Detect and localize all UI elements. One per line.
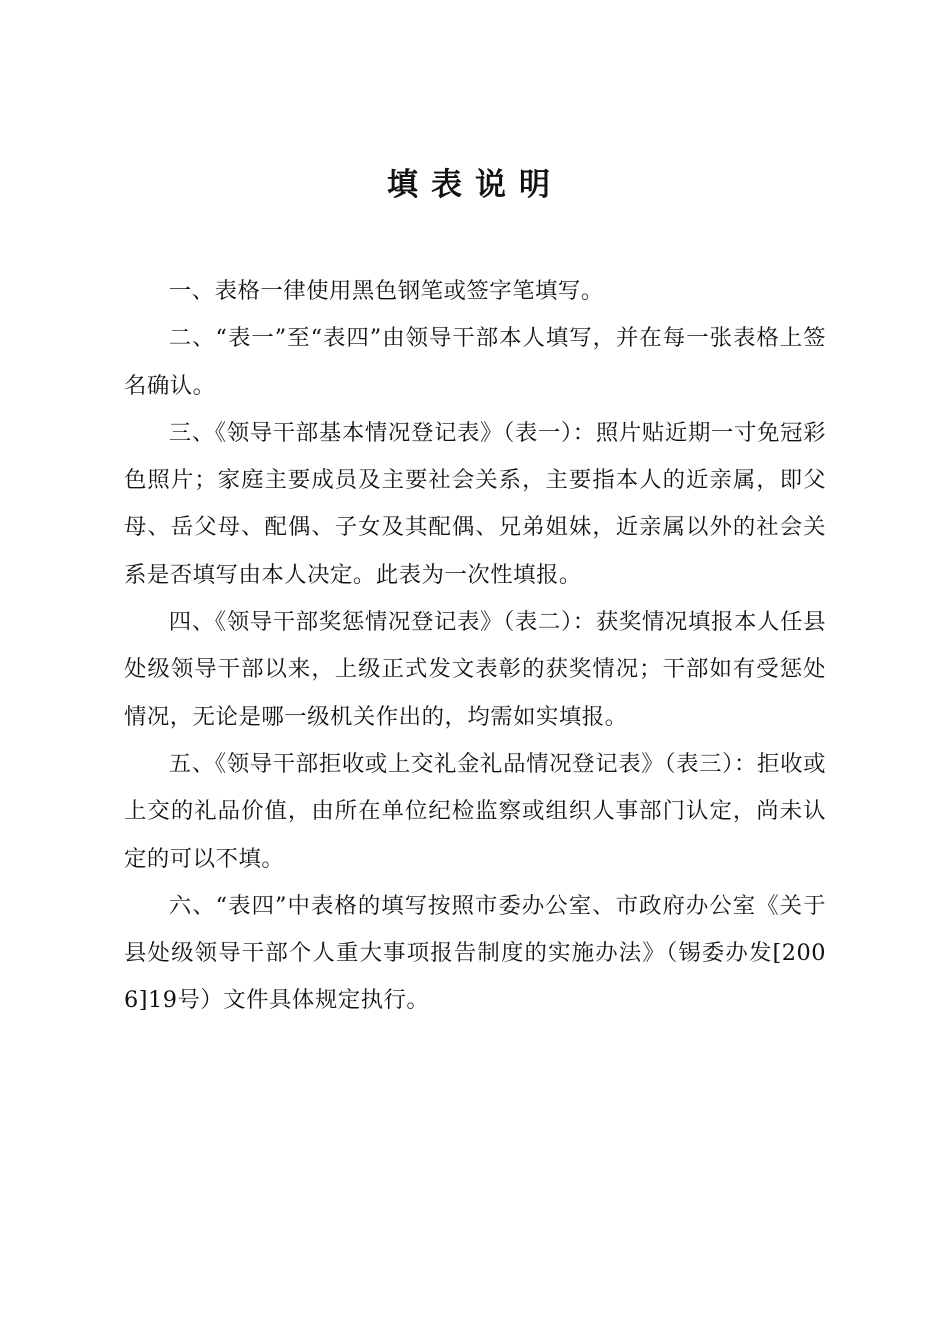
- document-title: 填表说明: [387, 167, 563, 203]
- instruction-item-1: 一、表格一律使用黑色钢笔或签字笔填写。: [168, 278, 604, 304]
- instruction-item-3: 三、《领导干部基本情况登记表》（表一）：照片贴近期一寸免冠彩色照片；家庭主要成员及主要社会关系，主要指本人的近亲属，即父母、岳父母、配偶、子女及其配偶、兄弟姐妹，近亲属以外的社会关系是否填写由本人决定。此表为一次性填报。: [124, 419, 826, 588]
- instruction-item-6: 六、“表四”中表格的填写按照市委办公室、市政府办公室《关于县处级领导干部个人重大事项报告制度的实施办法》（锡委办发[2006]19号）文件具体规定执行。: [124, 892, 826, 1014]
- instruction-item-4: 四、《领导干部奖惩情况登记表》（表二）：获奖情况填报本人任县处级领导干部以来，上级正式发文表彰的获奖情况；干部如有受惩处情况，无论是哪一级机关作出的，均需如实填报。: [124, 609, 826, 730]
- instruction-item-2: 二、“表一”至“表四”由领导干部本人填写，并在每一张表格上签名确认。: [124, 325, 826, 399]
- instruction-item-5: 五、《领导干部拒收或上交礼金礼品情况登记表》（表三）：拒收或上交的礼品价值，由所在单位纪检监察或组织人事部门认定，尚未认定的可以不填。: [124, 750, 826, 872]
- document-body: [124, 268, 826, 1025]
